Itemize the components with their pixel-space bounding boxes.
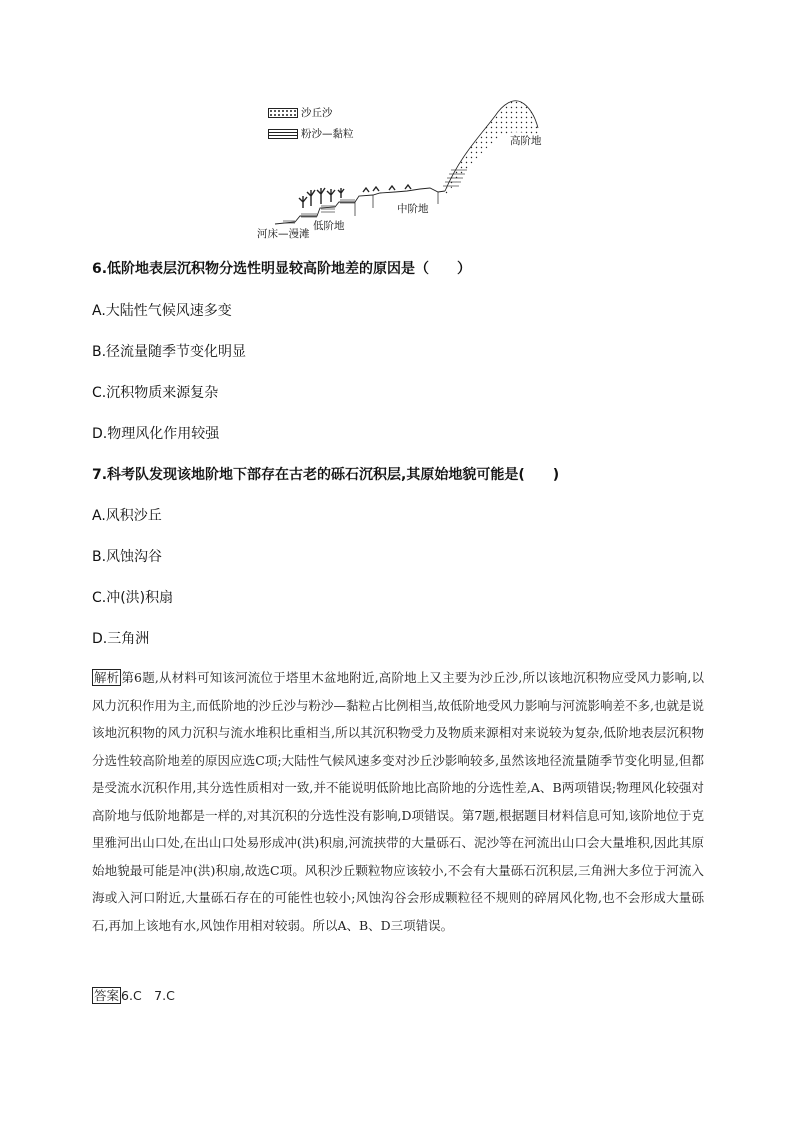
label-low-terrace: 低阶地 <box>313 220 345 232</box>
question-7-option-b: B.风蚀沟谷 <box>92 549 163 565</box>
question-6-option-a: A.大陆性气候风速多变 <box>92 303 232 319</box>
answer-line <box>92 986 175 1004</box>
answer-label: 答案 <box>94 988 120 1003</box>
question-7-option-d: D.三角洲 <box>92 631 150 647</box>
label-riverbed: 河床—漫滩 <box>257 228 310 240</box>
terrace-cross-section-figure <box>255 96 555 246</box>
legend-label-silt: 粉沙—黏粒 <box>301 128 354 140</box>
question-6-option-d: D.物理风化作用较强 <box>92 426 220 442</box>
label-high-terrace: 高阶地 <box>510 135 542 147</box>
question-7-option-a: A.风积沙丘 <box>92 508 162 524</box>
question-6-title: 6.低阶地表层沉积物分选性明显较高阶地差的原因是（ ） <box>92 261 472 277</box>
analysis-paragraph <box>92 664 704 939</box>
analysis-text: 第6题,从材料可知该河流位于塔里木盆地附近,高阶地上又主要为沙丘沙,所以该地沉积物应受风力影响,以风力沉积作用为主,而低阶地的沙丘沙与粉沙—黏粒占比例相当,故低阶地受风力影响与河流影响差不多,也就是说该地沉积物的风力沉积与流水堆积比重相当,所以其沉积物受力及物质来源相对来说较为复杂,低阶地表层沉积物分选性较高阶地差的原因应选C项;大陆性气候风速多变对沙丘沙影响较多,虽然该地径流量随季节变化明显,但都是受流水沉积作用,其分选性质相对一致,并不能说明低阶地比高阶地的分选性差,A、B两项错误;物理风化较强对高阶地与低阶地都是一样的,对其沉积的分选性没有影响,D项错误。第7题,根据题目材料信息可知,该阶地位于克里雅河出山口处,在出山口处易形成冲(洪)积扇,河流挟带的大量砾石、泥沙等在河流出山口会大量堆积,因此其原始地貌最可能是冲(洪)积扇,故选C项。风积沙丘颗粒物应该较小,不会有大量砾石沉积层,三角洲大多位于河流入海或入河口附近,大量砾石存在的可能性也较小;风蚀沟谷会形成颗粒径不规则的碎屑风化物,也不会形成大量砾石,再加上该地有水,风蚀作用相对较弱。所以A、B、D三项错误。 <box>92 670 704 933</box>
answer-text: 6.C 7.C <box>121 988 175 1003</box>
question-7-option-c: C.冲(洪)积扇 <box>92 590 174 606</box>
question-6-option-b: B.径流量随季节变化明显 <box>92 344 247 360</box>
terrain-profile-drawing <box>255 96 555 246</box>
label-mid-terrace: 中阶地 <box>397 203 429 215</box>
analysis-label: 解析 <box>94 670 120 685</box>
question-6-option-c: C.沉积物质来源复杂 <box>92 385 219 401</box>
question-7-title: 7.科考队发现该地阶地下部存在古老的砾石沉积层,其原始地貌可能是( ) <box>92 467 560 483</box>
legend-label-sand: 沙丘沙 <box>301 107 333 119</box>
